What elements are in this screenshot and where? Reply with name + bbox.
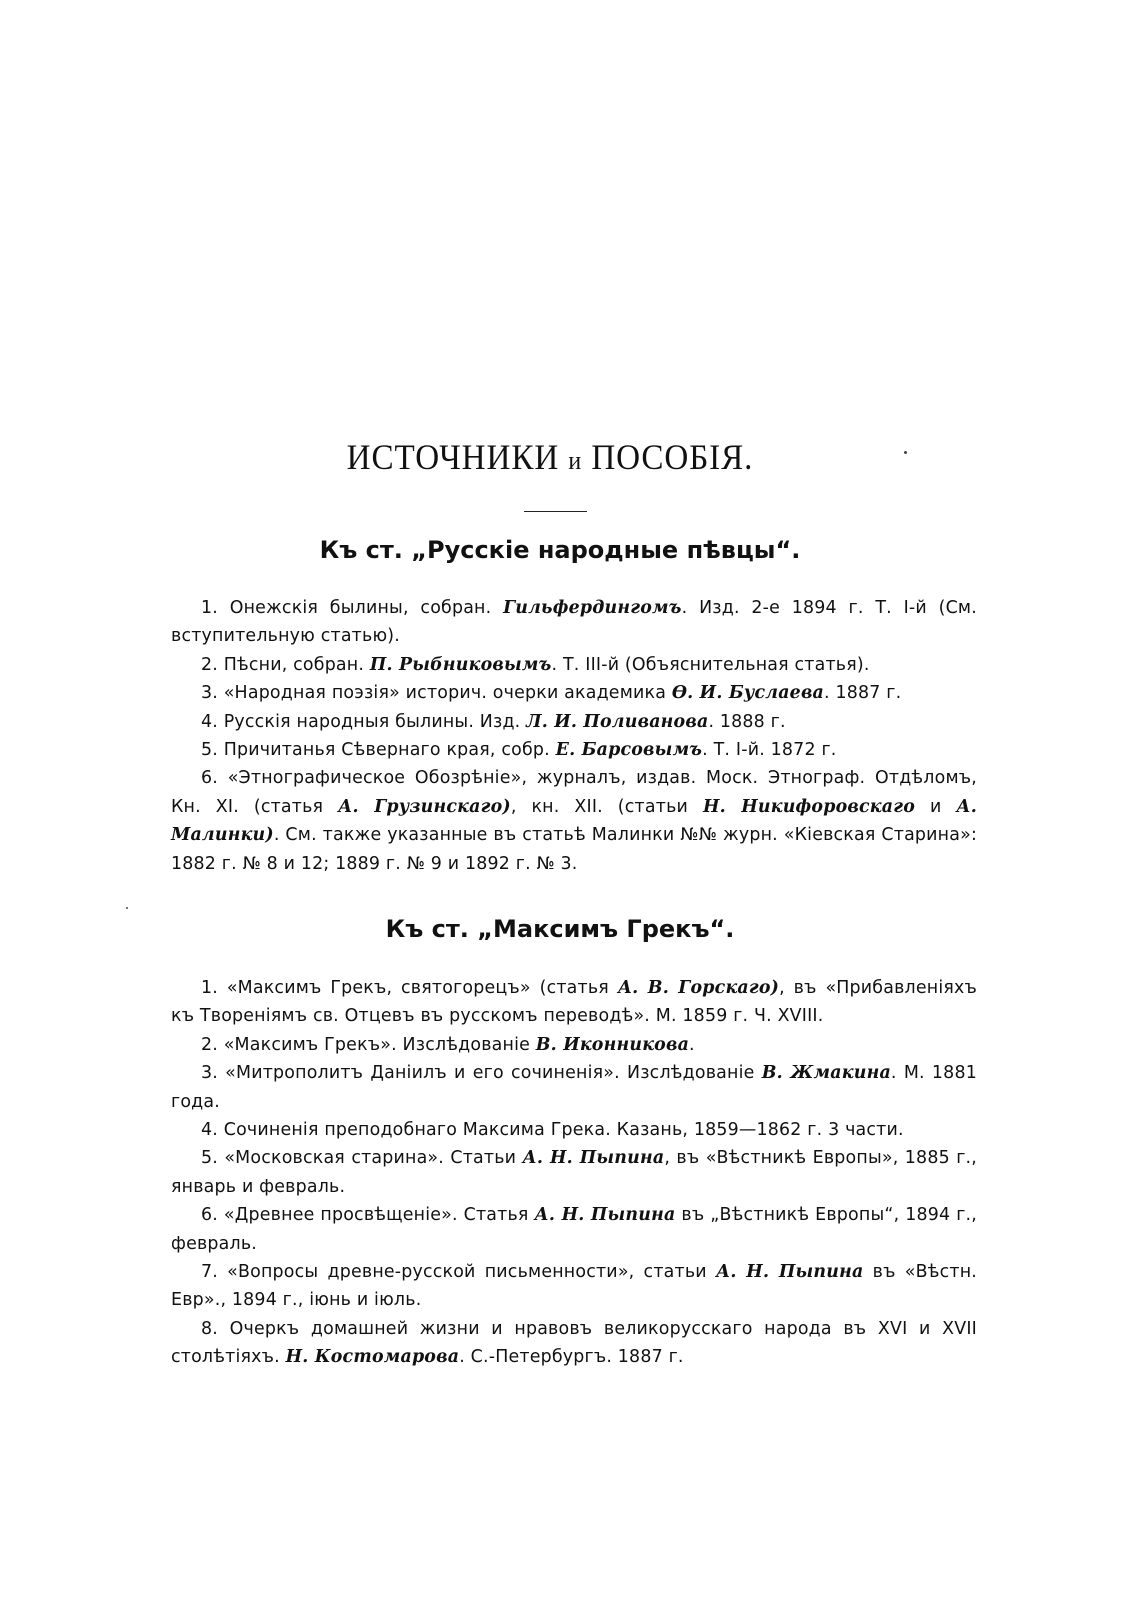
section-heading-2: Къ ст. „Максимъ Грекъ“. (385, 915, 735, 943)
entry-author: Гильфердингомъ (503, 598, 682, 618)
entry-text: 4. Сочиненія преподобнаго Максима Грека. Казань, 1859—1862 г. 3 части. (201, 1120, 904, 1141)
entry-text: 5. Причитанья Сѣвернаго края, собр. (201, 740, 556, 761)
entry-author: А. Грузинскаго) (338, 796, 511, 817)
entry-text: 6. «Древнее просвѣщеніе». Статья (201, 1205, 535, 1226)
entry-text: . Т. III-й (Объяснительная статья). (551, 654, 870, 675)
entry-author: Е. Барсовымъ (555, 740, 703, 761)
entry-text: и (915, 796, 957, 817)
entry-text: 4. Русскія народныя былины. Изд. (201, 711, 527, 732)
entry-author: А. Малинки) (171, 796, 977, 846)
entry-author: А. В. Горскаго) (617, 978, 780, 998)
entry-text: 7. «Вопросы древне-русской письменности», статьи (201, 1262, 716, 1283)
entry-author: П. Рыбниковымъ (369, 654, 552, 675)
entry-author: В. Иконникова (535, 1034, 690, 1055)
entry-text: . Т. І-й. 1872 г. (702, 740, 837, 761)
entry-author: Ѳ. И. Буслаева (671, 683, 825, 704)
bibliography-entry (171, 708, 977, 736)
bibliography-entry (171, 679, 977, 707)
bibliography-entry (171, 1258, 977, 1315)
bibliography-entry (171, 1201, 977, 1258)
bibliography-entry (171, 1059, 977, 1116)
entry-text: въ «Вѣстн. Евр»., 1894 г., іюнь и іюль. (171, 1262, 978, 1311)
title-part-1: ИСТОЧНИКИ (346, 437, 560, 477)
entry-text: , въ «Вѣстникѣ Европы», 1885 г., январь и февраль. (171, 1148, 977, 1197)
entry-text: . См. также указанные въ статьѣ Малинки №№ журн. «Кіевская Старина»: 1882 г. № 8 и 12; 1889 г. № 9 и 1892 г. № 3. (171, 825, 977, 874)
entry-text: 6. «Этнографическое Обозрѣніе», журналъ, издав. Моск. Этнограф. Отдѣломъ, Кн. XI. (статья (171, 768, 977, 817)
entry-text: 2. Пѣсни, собран. (201, 654, 370, 675)
entry-text: . (689, 1034, 695, 1055)
entry-text: 2. «Максимъ Грекъ». Изслѣдованіе (201, 1034, 536, 1055)
entry-text: 5. «Московская старина». Статьи (201, 1148, 523, 1169)
entry-author: Н. Костомарова (285, 1347, 460, 1368)
entry-text: , кн. XII. (статьи (510, 796, 703, 817)
bibliography-entry (171, 1031, 977, 1059)
bibliography-entry (171, 1116, 977, 1144)
section-heading-1: Къ ст. „Русскіе народные пѣвцы“. (319, 536, 801, 564)
entry-text: 8. Очеркъ домашней жизни и нравовъ великорусскаго народа въ XVI и XVII столѣтіяхъ. (171, 1318, 977, 1368)
entry-text: . С.-Петербургъ. 1887 г. (459, 1347, 684, 1368)
bibliography-entry (171, 764, 977, 878)
entry-text: 1. «Максимъ Грекъ, святогорецъ» (статья (201, 978, 618, 998)
section-2-entries (171, 974, 977, 1372)
entry-text: въ „Вѣстникѣ Европы“, 1894 г., февраль. (171, 1205, 977, 1254)
entry-author: В. Жмакина (761, 1063, 891, 1084)
bibliography-entry (171, 736, 977, 764)
page-title (44, 436, 1056, 478)
entry-text: . 1887 г. (824, 683, 902, 704)
print-speck (126, 907, 128, 909)
entry-text: 3. «Народная поэзія» историч. очерки академика (201, 683, 672, 704)
entry-text: 3. «Митрополитъ Даніилъ и его сочиненія». Изслѣдованіе (201, 1063, 762, 1084)
bibliography-entry (171, 974, 977, 1031)
title-part-3: ПОСОБІЯ. (591, 437, 754, 477)
print-speck (904, 451, 907, 454)
bibliography-entry (171, 594, 977, 651)
entry-author: Н. Никифоровскаго (702, 796, 916, 817)
entry-author: А. Н. Пыпина (715, 1262, 864, 1283)
entry-text: , въ «Прибавленіяхъ къ Твореніямъ св. Отцевъ въ русскомъ переводѣ». М. 1859 г. Ч. XVIII. (171, 978, 977, 1027)
bibliography-entry (171, 1144, 977, 1201)
bibliography-entry (171, 1315, 977, 1372)
entry-text: . М. 1881 года. (171, 1063, 977, 1112)
title-divider (524, 511, 587, 512)
bibliography-entry (171, 651, 977, 679)
entry-text: . 1888 г. (708, 711, 786, 732)
entry-author: Л. И. Поливанова (526, 711, 709, 732)
title-part-2: и (568, 446, 583, 475)
entry-text: . Изд. 2-е 1894 г. Т. І-й (См. вступительную статью). (171, 598, 977, 647)
section-1-entries (171, 594, 977, 878)
entry-author: А. Н. Пыпина (522, 1148, 665, 1169)
entry-text: 1. Онежскія былины, собран. (201, 598, 504, 618)
entry-author: А. Н. Пыпина (534, 1205, 676, 1226)
